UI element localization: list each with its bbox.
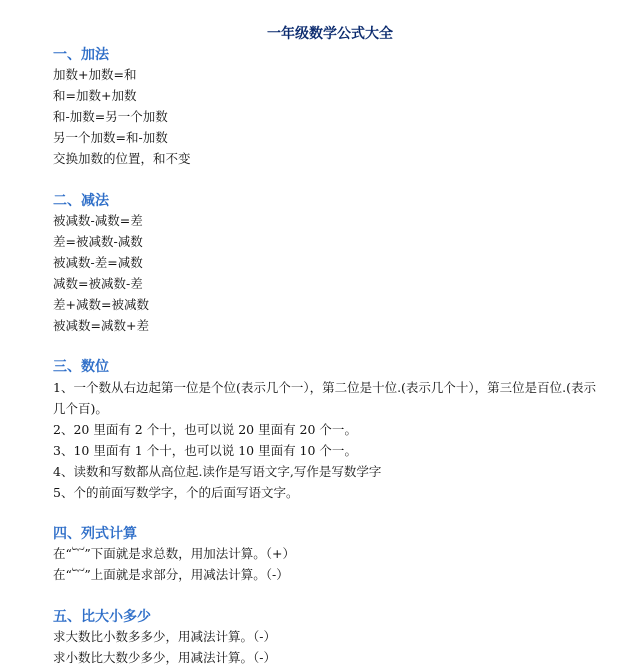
subtraction-line-5: 差+减数=被减数 <box>53 297 149 312</box>
place-value-line-3: 3、10 里面有 1 个十，也可以说 10 里面有 10 个一。 <box>53 443 357 458</box>
subtraction-line-4: 减数=被减数-差 <box>53 276 143 291</box>
document-title: 一年级数学公式大全 <box>267 26 393 42</box>
addition-line-3: 和-加数=另一个加数 <box>53 109 168 124</box>
subtraction-line-2: 差=被减数-减数 <box>53 234 143 249</box>
subtraction-line-1: 被减数-减数=差 <box>53 213 143 228</box>
comparison-line-2: 求小数比大数少多少，用减法计算。（-） <box>53 650 276 665</box>
section-heading-place-value: 三、数位 <box>53 359 109 375</box>
equation-line-1: 在“︸”下面就是求总数，用加法计算。（+） <box>53 546 296 561</box>
subtraction-line-3: 被减数-差=减数 <box>53 255 143 270</box>
comparison-line-1: 求大数比小数多多少，用减法计算。（-） <box>53 629 276 644</box>
section-heading-subtraction: 二、减法 <box>53 193 109 209</box>
addition-line-4: 另一个加数=和-加数 <box>53 130 168 145</box>
place-value-line-2: 2、20 里面有 2 个十，也可以说 20 里面有 20 个一。 <box>53 422 357 437</box>
section-heading-equation: 四、列式计算 <box>53 526 137 542</box>
addition-line-1: 加数+加数=和 <box>53 67 137 82</box>
section-heading-comparison: 五、比大小多少 <box>53 609 151 625</box>
section-heading-addition: 一、加法 <box>53 47 109 63</box>
subtraction-line-6: 被减数=减数+差 <box>53 318 149 333</box>
equation-line-2: 在“︸”上面就是求部分，用减法计算。（-） <box>53 567 289 582</box>
addition-line-2: 和=加数+加数 <box>53 88 137 103</box>
place-value-line-5: 5、个的前面写数学字，个的后面写语文字。 <box>53 485 299 500</box>
place-value-line-1: 1、一个数从右边起第一位是个位(表示几个一），第二位是十位.(表示几个十），第三位是百位.(表示几个百)。 <box>53 380 597 416</box>
addition-line-5: 交换加数的位置，和不变 <box>53 151 191 166</box>
place-value-line-4: 4、读数和写数都从高位起.读作是写语文字,写作是写数学字 <box>53 464 382 479</box>
